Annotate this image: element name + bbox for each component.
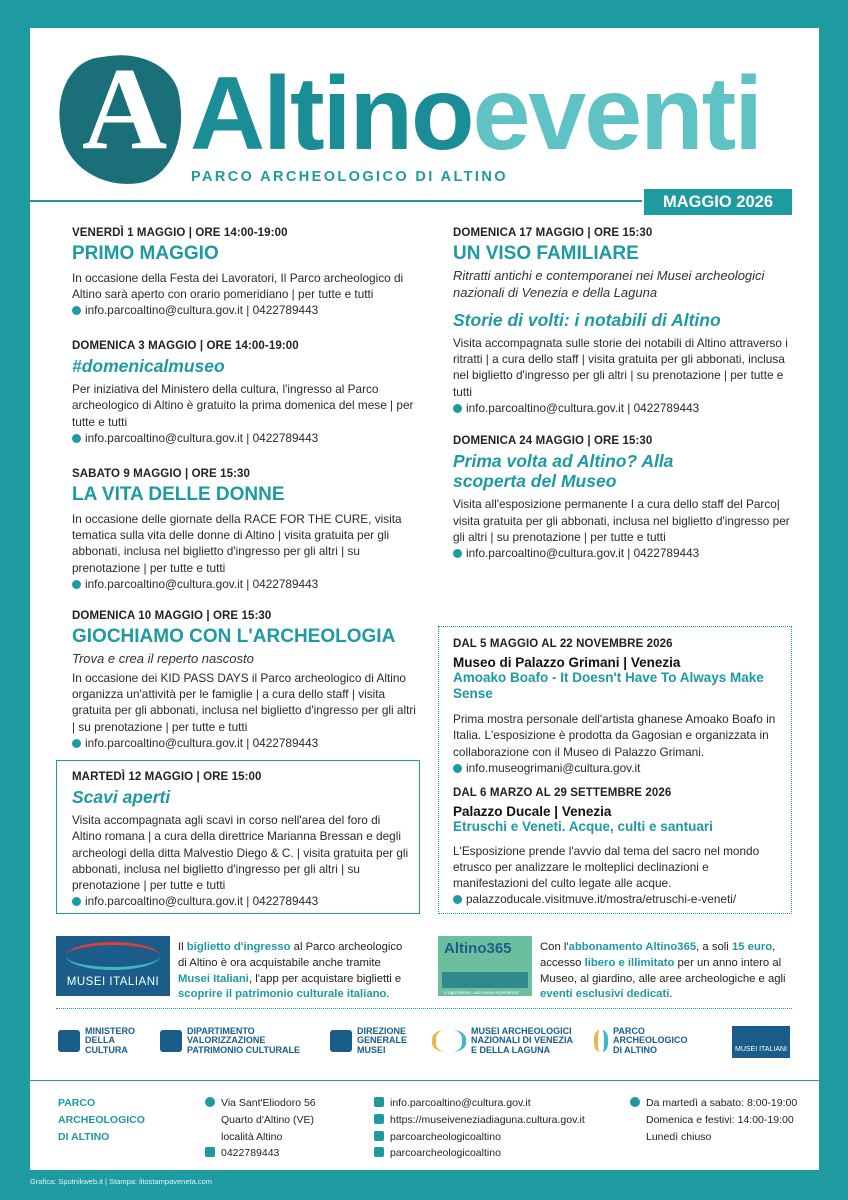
event-title: GIOCHIAMO CON L'ARCHEOLOGIA [72, 626, 396, 647]
box-top-border [56, 760, 420, 761]
exhibition-text: L'Esposizione prende l'avvio dal tema del sacro nel mondo etrusco per analizzare le molteplici declinazioni e manifestazioni del culto legate alle acque. [453, 843, 760, 891]
event-text: Visita accompagnata sulle storie dei notabili di Altino attraverso i ritratti | a cura dello staff | visita gratuita per gli abbonati, inclusa nel biglietto d'ingresso per gli altri | su prenotazione | per tutte e tutti [453, 335, 788, 399]
footer-hours: Da martedì a sabato: 8:00-19:00 Domenica e festivi: 14:00-19:00 Lunedì chiuso [630, 1095, 797, 1145]
logo-parco-altino[interactable]: PARCO ARCHEOLOGICO DI ALTINO [594, 1026, 688, 1056]
facebook-icon [374, 1131, 384, 1141]
footer-web[interactable]: https://museiveneziadiaguna.cultura.gov.it [374, 1112, 585, 1129]
waves-icon [432, 1030, 466, 1052]
logo-dipartimento[interactable]: DIPARTIMENTO VALORIZZAZIONE PATRIMONIO CULTURALE [160, 1026, 300, 1056]
logo-direzione-musei[interactable]: DIREZIONE GENERALE MUSEI [330, 1026, 407, 1056]
location-pin-icon [205, 1097, 215, 1107]
info-icon [72, 434, 81, 443]
instagram-icon [374, 1147, 384, 1157]
event-subtitle: Ritratti antichi e contemporanei nei Musei archeologici nazionali di Venezia e della Laguna [453, 267, 765, 300]
exhibition-boafo [453, 638, 783, 775]
logo-musei-italiani-small[interactable]: MUSEI ITALIANI [732, 1026, 790, 1058]
event-contact[interactable]: info.parcoaltino@cultura.gov.it | 0422789443 [453, 401, 793, 415]
footer-contacts [374, 1095, 585, 1162]
footer-phone[interactable]: 0422789443 [205, 1145, 316, 1162]
exhibition-place: Palazzo Ducale | Venezia [453, 804, 612, 819]
event-contact[interactable]: info.parcoaltino@cultura.gov.it | 0422789443 [453, 546, 793, 560]
mic-icon [330, 1030, 352, 1052]
skyline-icon [442, 972, 528, 988]
event-title: Prima volta ad Altino? Alla scoperta del Museo [453, 451, 674, 492]
info-icon [72, 580, 81, 589]
logo-musei-archeologici[interactable]: MUSEI ARCHEOLOGICI NAZIONALI DI VENEZIA E DELLA LAGUNA [432, 1026, 573, 1056]
month-badge: MAGGIO 2026 [644, 189, 792, 215]
musei-italiani-text: Il biglietto d'ingresso al Parco archeologico di Altino è ora acquistabile anche tramite Musei Italiani, l'app per acquistare biglietti e scoprire il patrimonio culturale italiano. [178, 941, 403, 1001]
mic-icon [58, 1030, 80, 1052]
event-date: DOMENICA 24 MAGGIO | ORE 15:30 [453, 435, 653, 447]
info-icon [453, 895, 462, 904]
event-date: VENERDÌ 1 MAGGIO | ORE 14:00-19:00 [72, 227, 288, 239]
email-icon [374, 1097, 384, 1107]
event-viso-familiare [453, 227, 793, 415]
logo-ministero[interactable]: MINISTERO DELLA CULTURA [58, 1026, 135, 1056]
info-icon [453, 764, 462, 773]
event-title-2: Storie di volti: i notabili di Altino [453, 309, 721, 330]
event-text: In occasione dei KID PASS DAYS il Parco archeologico di Altino organizza un'attività per le famiglie | a cura dello staff | visita gratuita per gli abbonati, inclusa nel biglietto d'ingresso per gli altri | su prenotazione | per tutte e tutti [72, 670, 416, 734]
logo-label: MUSEI ITALIANI [66, 976, 160, 988]
web-icon [374, 1114, 384, 1124]
section-divider [56, 1008, 792, 1009]
event-title: Scavi aperti [72, 787, 171, 807]
event-text: In occasione della Festa dei Lavoratori, Il Parco archeologico di Altino sarà aperto con orario pomeridiano | per tutte e tutti [72, 270, 404, 302]
page-title [190, 56, 762, 172]
event-prima-volta [453, 435, 793, 560]
event-primo-maggio [72, 227, 422, 317]
exhibition-text: Prima mostra personale dell'artista ghanese Amoako Boafo in Italia. L'esposizione è prodotta da Gagosian e organizzata in collaborazione con il Museo di Palazzo Grimani. [453, 712, 776, 759]
event-giochiamo [72, 610, 422, 750]
clock-icon [630, 1097, 640, 1107]
footer-instagram[interactable]: parcoarcheologicoaltino [374, 1145, 585, 1162]
page-subtitle: PARCO ARCHEOLOGICO DI ALTINO [191, 169, 508, 185]
event-text: Visita all'esposizione permanente I a cura dello staff del Parco| visita gratuita per gli abbonati, inclusa nel biglietto d'ingresso per gli altri | su prenotazione | per tutte e tutti [453, 497, 790, 544]
event-date: DOMENICA 10 MAGGIO | ORE 15:30 [72, 610, 272, 622]
event-text: Per iniziativa del Ministero della cultura, l'ingresso al Parco archeologico di Altino è gratuito la prima domenica del mese | per tutte e tutti [72, 382, 414, 429]
footer-name: PARCO ARCHEOLOGICO DI ALTINO [58, 1097, 145, 1143]
logo-letter: A [82, 43, 168, 174]
footer-email[interactable]: info.parcoaltino@cultura.gov.it [374, 1095, 585, 1112]
logo-label: Altino365 [444, 940, 512, 957]
exhibition-date: DAL 6 MARZO AL 29 SETTEMBRE 2026 [453, 787, 672, 799]
event-title: #domenicalmuseo [72, 356, 225, 376]
info-icon [72, 897, 81, 906]
exhibition-etruschi [453, 787, 783, 906]
event-date: DOMENICA 3 MAGGIO | ORE 14:00-19:00 [72, 340, 299, 352]
exhibition-title: Etruschi e Veneti. Acque, culti e santuari [453, 819, 713, 834]
info-icon [453, 549, 462, 558]
title-altino: Altino [190, 56, 473, 172]
info-icon [72, 739, 81, 748]
event-title: PRIMO MAGGIO [72, 243, 219, 264]
exhibition-contact[interactable]: info.museogrimani@cultura.gov.it [453, 761, 783, 775]
event-contact[interactable]: info.parcoaltino@cultura.gov.it | 0422789443 [72, 894, 412, 908]
credits: Grafica: Sputnikweb.it | Stampa: litostampaveneta.com [30, 1177, 213, 1186]
event-date: SABATO 9 MAGGIO | ORE 15:30 [72, 468, 251, 480]
info-icon [453, 404, 462, 413]
event-date: DOMENICA 17 MAGGIO | ORE 15:30 [453, 227, 653, 239]
exhibition-title: Amoako Boafo - It Doesn't Have To Always Make Sense [453, 670, 764, 701]
header-divider [30, 200, 642, 202]
event-title: UN VISO FAMILIARE [453, 243, 639, 264]
footer-address: Via Sant'Eliodoro 56 Quarto d'Altino (VE) località Altino 0422789443 [205, 1095, 316, 1162]
event-scavi-aperti [72, 771, 412, 908]
event-text: Visita accompagnata agli scavi in corso nell'area del foro di Altino romana | a cura della direttrice Marianna Bressan e degli archeologi della ditta Malvestio Diego & C. | visita gratuita per gli abbonati, inclusa nel biglietto d'ingresso per gli altri | su prenotazione | per tutte e tutti [72, 813, 409, 893]
info-icon [72, 306, 81, 315]
altino365-tagline: A ogni ritorno, una nuova esperienza! [444, 990, 519, 995]
exhibition-place: Museo di Palazzo Grimani | Venezia [453, 655, 681, 670]
musei-italiani-logo[interactable] [56, 936, 170, 996]
altino365-logo[interactable] [438, 936, 532, 996]
event-contact[interactable]: info.parcoaltino@cultura.gov.it | 0422789443 [72, 736, 422, 750]
title-eventi: eventi [472, 56, 762, 172]
event-title: LA VITA DELLE DONNE [72, 484, 285, 505]
event-domenicalmuseo [72, 340, 422, 445]
waves-icon [594, 1030, 608, 1052]
altino365-text: Con l'abbonamento Altino365, a soli 15 euro, accesso libero e illimitato per un anno intero al Museo, al giardino, alle aree archeologiche e agli eventi esclusivi dedicati. [540, 941, 786, 1001]
waves-icon [66, 942, 160, 970]
exhibition-date: DAL 5 MAGGIO AL 22 NOVEMBRE 2026 [453, 638, 673, 650]
event-text: In occasione delle giornate della RACE FOR THE CURE, visita tematica sulla vita delle donne di Altino | visita gratuita per gli abbonati, inclusa nel biglietto d'ingresso per gli altri | su prenotazione | per tutte e tutti [72, 511, 402, 575]
event-date: MARTEDÌ 12 MAGGIO | ORE 15:00 [72, 771, 262, 783]
event-contact[interactable]: info.parcoaltino@cultura.gov.it | 0422789443 [72, 577, 422, 591]
event-subtitle: Trova e crea il reperto nascosto [72, 650, 254, 666]
mic-icon [160, 1030, 182, 1052]
phone-icon [205, 1147, 215, 1157]
event-contact[interactable]: info.parcoaltino@cultura.gov.it | 0422789443 [72, 303, 422, 317]
event-contact[interactable]: info.parcoaltino@cultura.gov.it | 0422789443 [72, 431, 422, 445]
footer-facebook[interactable]: parcoarcheologicoaltino [374, 1129, 585, 1146]
exhibition-contact[interactable]: palazzoducale.visitmuve.it/mostra/etruschi-e-veneti/ [453, 892, 783, 906]
event-vita-delle-donne [72, 468, 422, 591]
